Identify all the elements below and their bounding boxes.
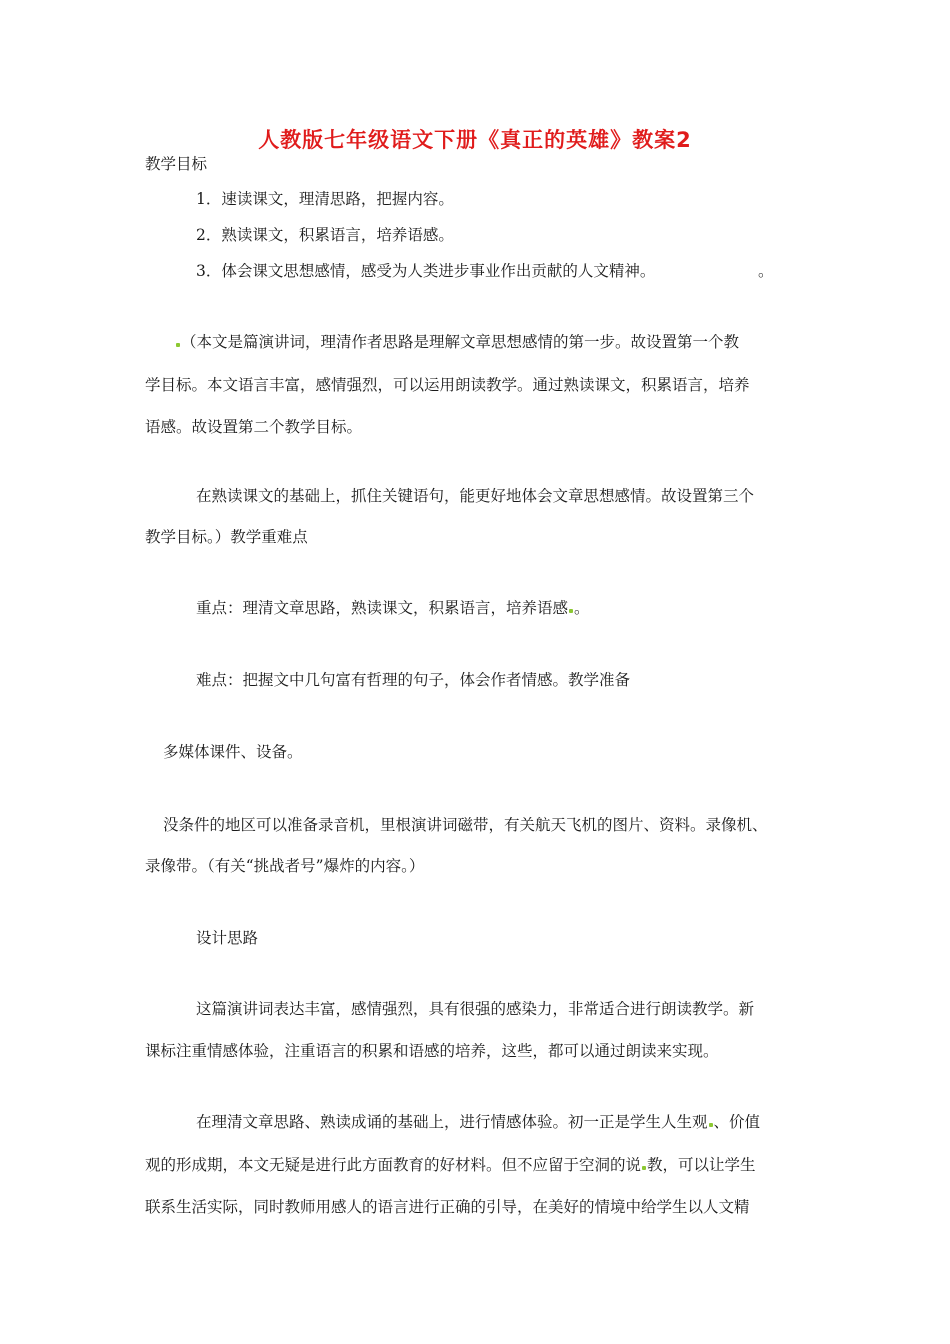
marker-dot [642,1166,646,1170]
para-1-line-1 [175,332,739,352]
marker-dot [709,1123,713,1127]
design-para-1-line-1: 这篇演讲词表达丰富，感情强烈，具有很强的感染力，非常适合进行朗读教学。新 [196,1000,755,1018]
design-para-2-line-2 [145,1155,756,1175]
objectives-heading: 教学目标 [145,155,208,173]
design-para-2-line-2-text-a: 观的形成期，本文无疑是进行此方面教育的好材料。但不应留于空洞的说 [145,1156,642,1174]
prep-line-1: 多媒体课件、设备。 [163,743,303,761]
design-heading: 设计思路 [196,929,259,947]
key-point-text: 重点：理清文章思路，熟读课文，积累语言，培养语感 [196,599,569,617]
key-point-tail: 。 [574,599,590,617]
design-para-2-line-1-text-a: 在理清文章思路、熟读成诵的基础上，进行情感体验。初一正是学生人生观 [196,1113,708,1131]
key-point [196,598,590,618]
difficulty: 难点：把握文中几句富有哲理的句子，体会作者情感。教学准备 [196,671,631,689]
para-1-line-1-text: （本文是篇演讲词，理清作者思路是理解文章思想感情的第一步。故设置第一个教 [181,333,740,351]
prep-line-2: 没条件的地区可以准备录音机，里根演讲词磁带，有关航天飞机的图片、资料。录像机、 [163,816,768,834]
objective-1: 1．速读课文，理清思路，把握内容。 [196,190,454,208]
objective-3: 3．体会课文思想感情，感受为人类进步事业作出贡献的人文精神。 [196,262,656,280]
para-1-line-3: 语感。故设置第二个教学目标。 [145,418,363,436]
marker-dot [176,343,180,347]
para-2-line-1: 在熟读课文的基础上，抓住关键语句，能更好地体会文章思想感情。故设置第三个 [196,487,755,505]
design-para-2-line-3: 联系生活实际，同时教师用感人的语言进行正确的引导，在美好的情境中给学生以人文精 [145,1198,750,1216]
para-2-line-2: 教学目标。）教学重难点 [145,528,308,546]
design-para-2-line-1 [196,1112,760,1132]
design-para-2-line-2-text-b: 教，可以让学生 [647,1156,756,1174]
objective-2: 2．熟读课文，积累语言，培养语感。 [196,226,454,244]
prep-line-3: 录像带。（有关“挑战者号”爆炸的内容。） [145,857,425,875]
objective-3-tail: 。 [758,262,774,280]
marker-dot [569,609,573,613]
document-title: 人教版七年级语文下册《真正的英雄》教案2 [258,128,692,152]
para-1-line-2: 学目标。本文语言丰富，感情强烈，可以运用朗读教学。通过熟读课文，积累语言，培养 [145,376,750,394]
design-para-2-line-1-text-b: 、价值 [713,1113,761,1131]
design-para-1-line-2: 课标注重情感体验，注重语言的积累和语感的培养，这些，都可以通过朗读来实现。 [145,1042,719,1060]
